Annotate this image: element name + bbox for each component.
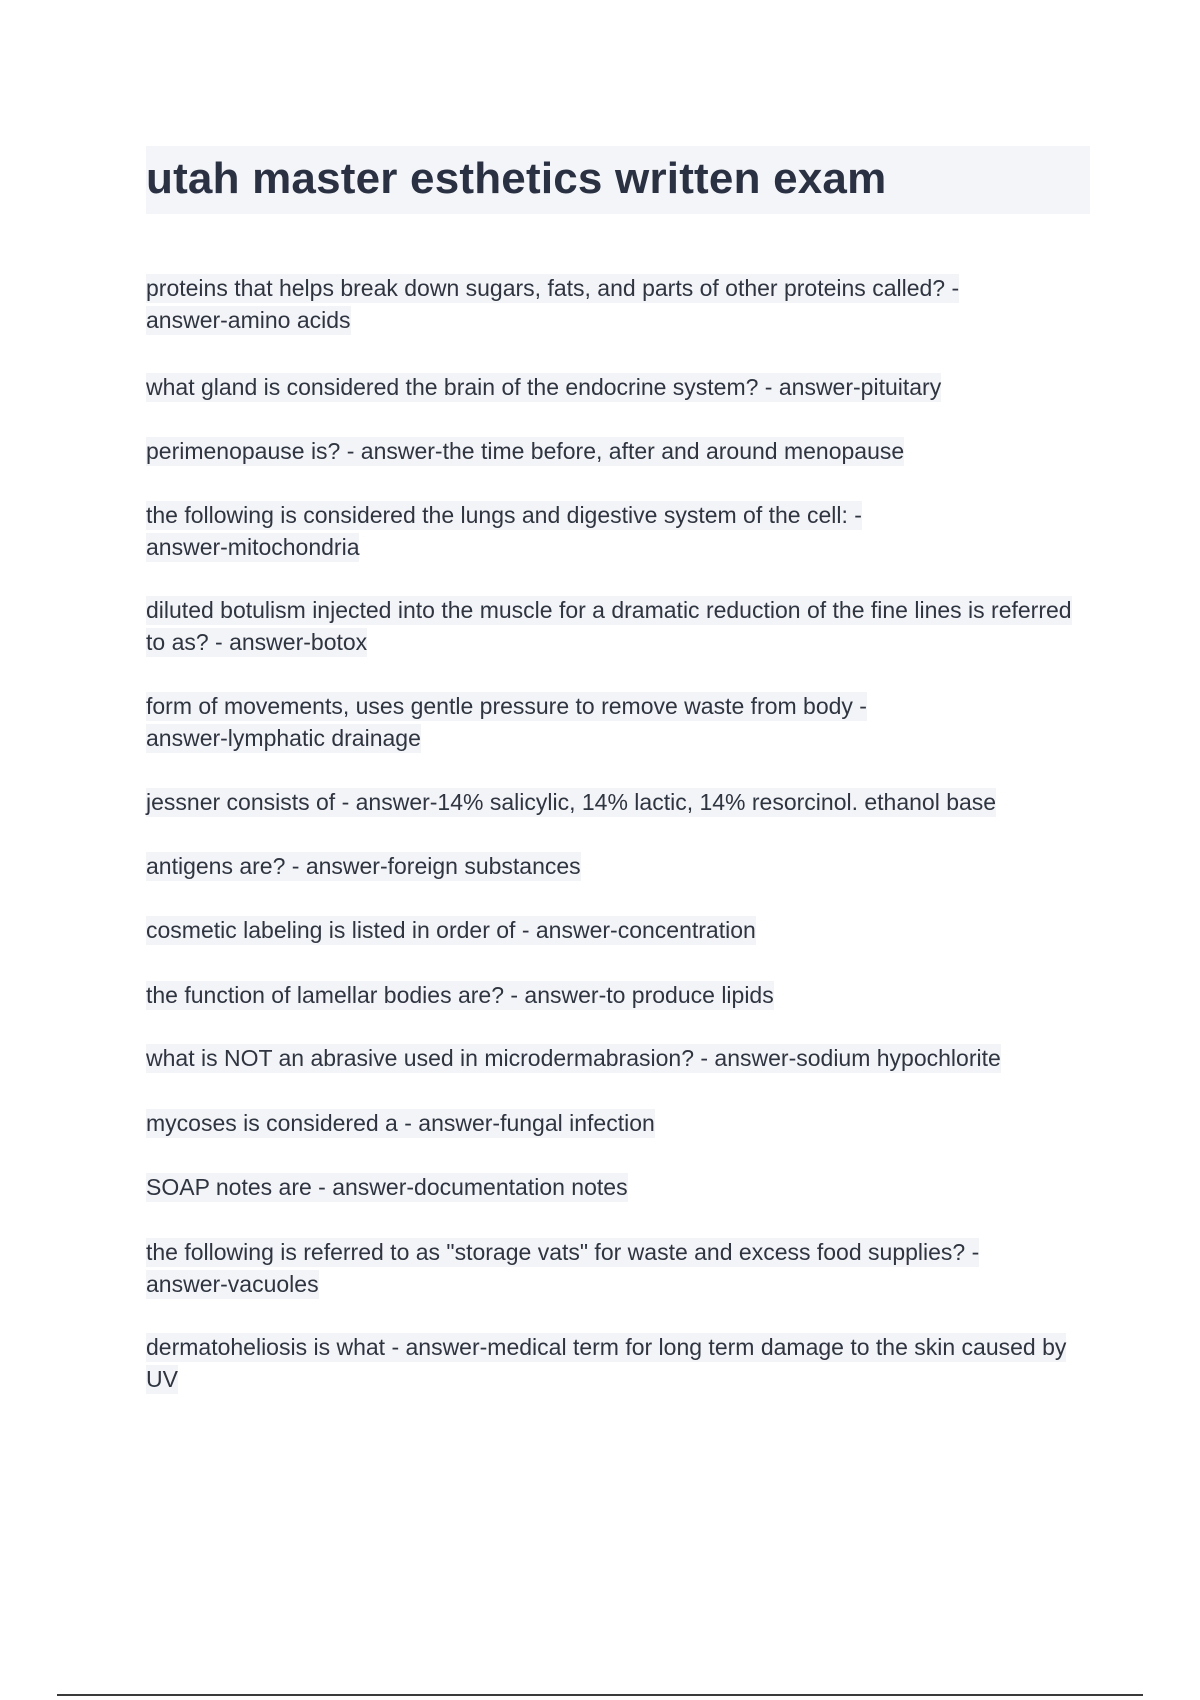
qa-item: dermatoheliosis is what - answer-medical term for long term damage to the skin caused by UV — [146, 1334, 1067, 1392]
qa-item: jessner consists of - answer-14% salicylic, 14% lactic, 14% resorcinol. ethanol base — [146, 789, 997, 815]
qa-item: what gland is considered the brain of the endocrine system? - answer-pituitary — [146, 374, 942, 400]
qa-item: mycoses is considered a - answer-fungal infection — [146, 1110, 655, 1136]
qa-item: SOAP notes are - answer-documentation notes — [146, 1174, 628, 1200]
qa-item: form of movements, uses gentle pressure to remove waste from body - answer-lymphatic drainage — [146, 693, 867, 751]
qa-item: perimenopause is? - answer-the time before, after and around menopause — [146, 438, 905, 464]
qa-item: the following is referred to as "storage vats" for waste and excess food supplies? - answer-vacuoles — [146, 1239, 980, 1297]
qa-item: diluted botulism injected into the muscle for a dramatic reduction of the fine lines is referred to as? - answer-botox — [146, 597, 1072, 655]
qa-item: the following is considered the lungs and digestive system of the cell: - answer-mitochondria — [146, 502, 862, 560]
footer-rule — [57, 1694, 1143, 1696]
qa-item: cosmetic labeling is listed in order of - answer-concentration — [146, 917, 756, 943]
qa-item: what is NOT an abrasive used in microdermabrasion? - answer-sodium hypochlorite — [146, 1045, 1001, 1071]
qa-item: the function of lamellar bodies are? - answer-to produce lipids — [146, 982, 774, 1008]
qa-item: proteins that helps break down sugars, fats, and parts of other proteins called? - answer-amino acids — [146, 275, 960, 333]
qa-item: antigens are? - answer-foreign substances — [146, 853, 581, 879]
document-title: utah master esthetics written exam — [146, 154, 887, 203]
